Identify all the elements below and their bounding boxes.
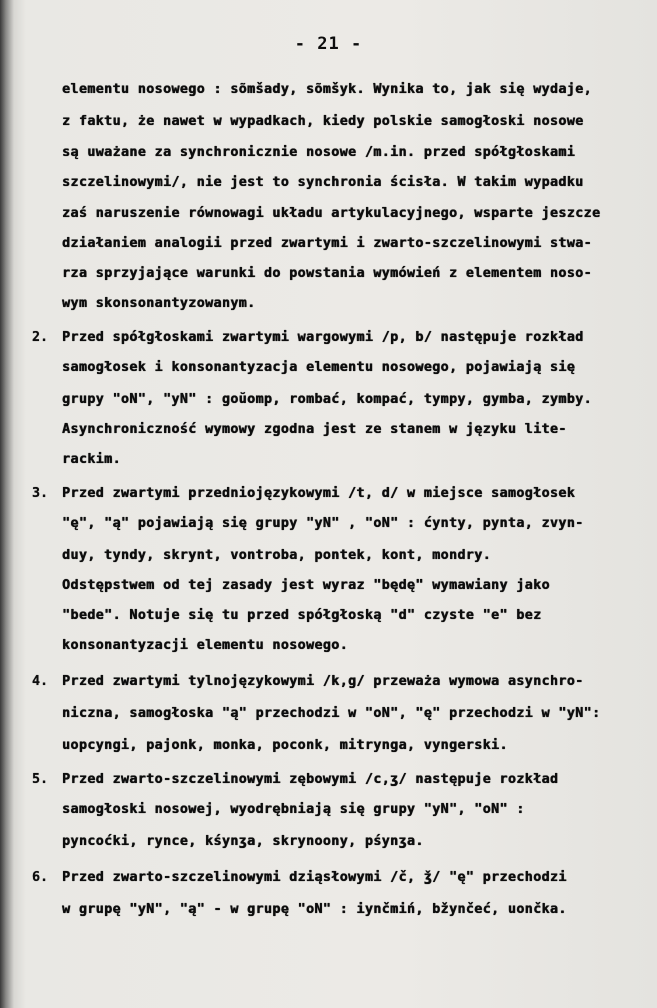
text-line: Przed zwarto-szczelinowymi dziąsłowymi /č, ǯ/ "ę" przechodzi: [62, 870, 567, 885]
text-line: działaniem analogii przed zwartymi i zwarto-szczelinowymi stwa-: [62, 236, 592, 251]
text-line: Przed zwarto-szczelinowymi zębowymi /c,ʒ/ następuje rozkład: [62, 772, 559, 787]
text-line: szczelinowymi/, nie jest to synchronia ścisła. W takim wypadku: [62, 175, 584, 190]
text-line: pyncoćki, rynce, kśynʒa, skrynoony, pśynʒa.: [62, 834, 424, 849]
text-line: Asynchroniczność wymowy zgodna jest ze stanem w języku lite-: [62, 422, 567, 437]
list-item-number: 3.: [32, 486, 49, 501]
text-line: elementu nosowego : sõmšady, sõmšyk. Wynika to, jak się wydaje,: [62, 82, 592, 97]
text-line: są uważane za synchronicznie nosowe /m.in. przed spółgłoskami: [62, 145, 576, 160]
page-number: - 21 -: [294, 34, 363, 54]
text-line: rackim.: [62, 452, 121, 467]
text-line: Przed zwartymi przedniojęzykowymi /t, d/ w miejsce samogłosek: [62, 486, 576, 501]
text-line: z faktu, że nawet w wypadkach, kiedy polskie samogłoski nosowe: [62, 114, 584, 129]
list-item-number: 6.: [32, 870, 49, 885]
list-item-number: 4.: [32, 674, 49, 689]
text-line: wym skonsonantyzowanym.: [62, 296, 256, 311]
list-item-number: 5.: [32, 772, 49, 787]
text-line: "ę", "ą" pojawiają się grupy "yN" , "oN" : ćynty, pynta, zvyn-: [62, 516, 584, 531]
text-line: samogłoski nosowej, wyodrębniają się grupy "yN", "oN" :: [62, 802, 525, 817]
text-line: Odstępstwem od tej zasady jest wyraz "będę" wymawiany jako: [62, 578, 550, 593]
text-line: "bede". Notuje się tu przed spółgłoską "d" czyste "e" bez: [62, 608, 542, 623]
text-line: samogłosek i konsonantyzacja elementu nosowego, pojawiają się: [62, 360, 576, 375]
text-line: duy, tyndy, skrynt, vontroba, pontek, kont, mondry.: [62, 548, 492, 563]
text-line: w grupę "yN", "ą" - w grupę "oN" : iynčmiń, bžynčeć, uončka.: [62, 902, 567, 917]
text-line: uopcyngi, pajonk, monka, poconk, mitrynga, vyngerski.: [62, 738, 508, 753]
text-line: rza sprzyjające warunki do powstania wymówień z elementem noso-: [62, 266, 592, 281]
text-line: niczna, samogłoska "ą" przechodzi w "oN", "ę" przechodzi w "yN":: [62, 706, 601, 721]
text-line: Przed spółgłoskami zwartymi wargowymi /p, b/ następuje rozkład: [62, 330, 584, 345]
text-line: grupy "oN", "yN" : goŭomp, rombać, kompać, tympy, gymba, zymby.: [62, 392, 592, 407]
text-line: zaś naruszenie równowagi układu artykulacyjnego, wsparte jeszcze: [62, 206, 601, 221]
list-item-number: 2.: [32, 330, 49, 345]
text-line: Przed zwartymi tylnojęzykowymi /k,g/ przeważa wymowa asynchro-: [62, 674, 584, 689]
text-line: konsonantyzacji elementu nosowego.: [62, 638, 349, 653]
